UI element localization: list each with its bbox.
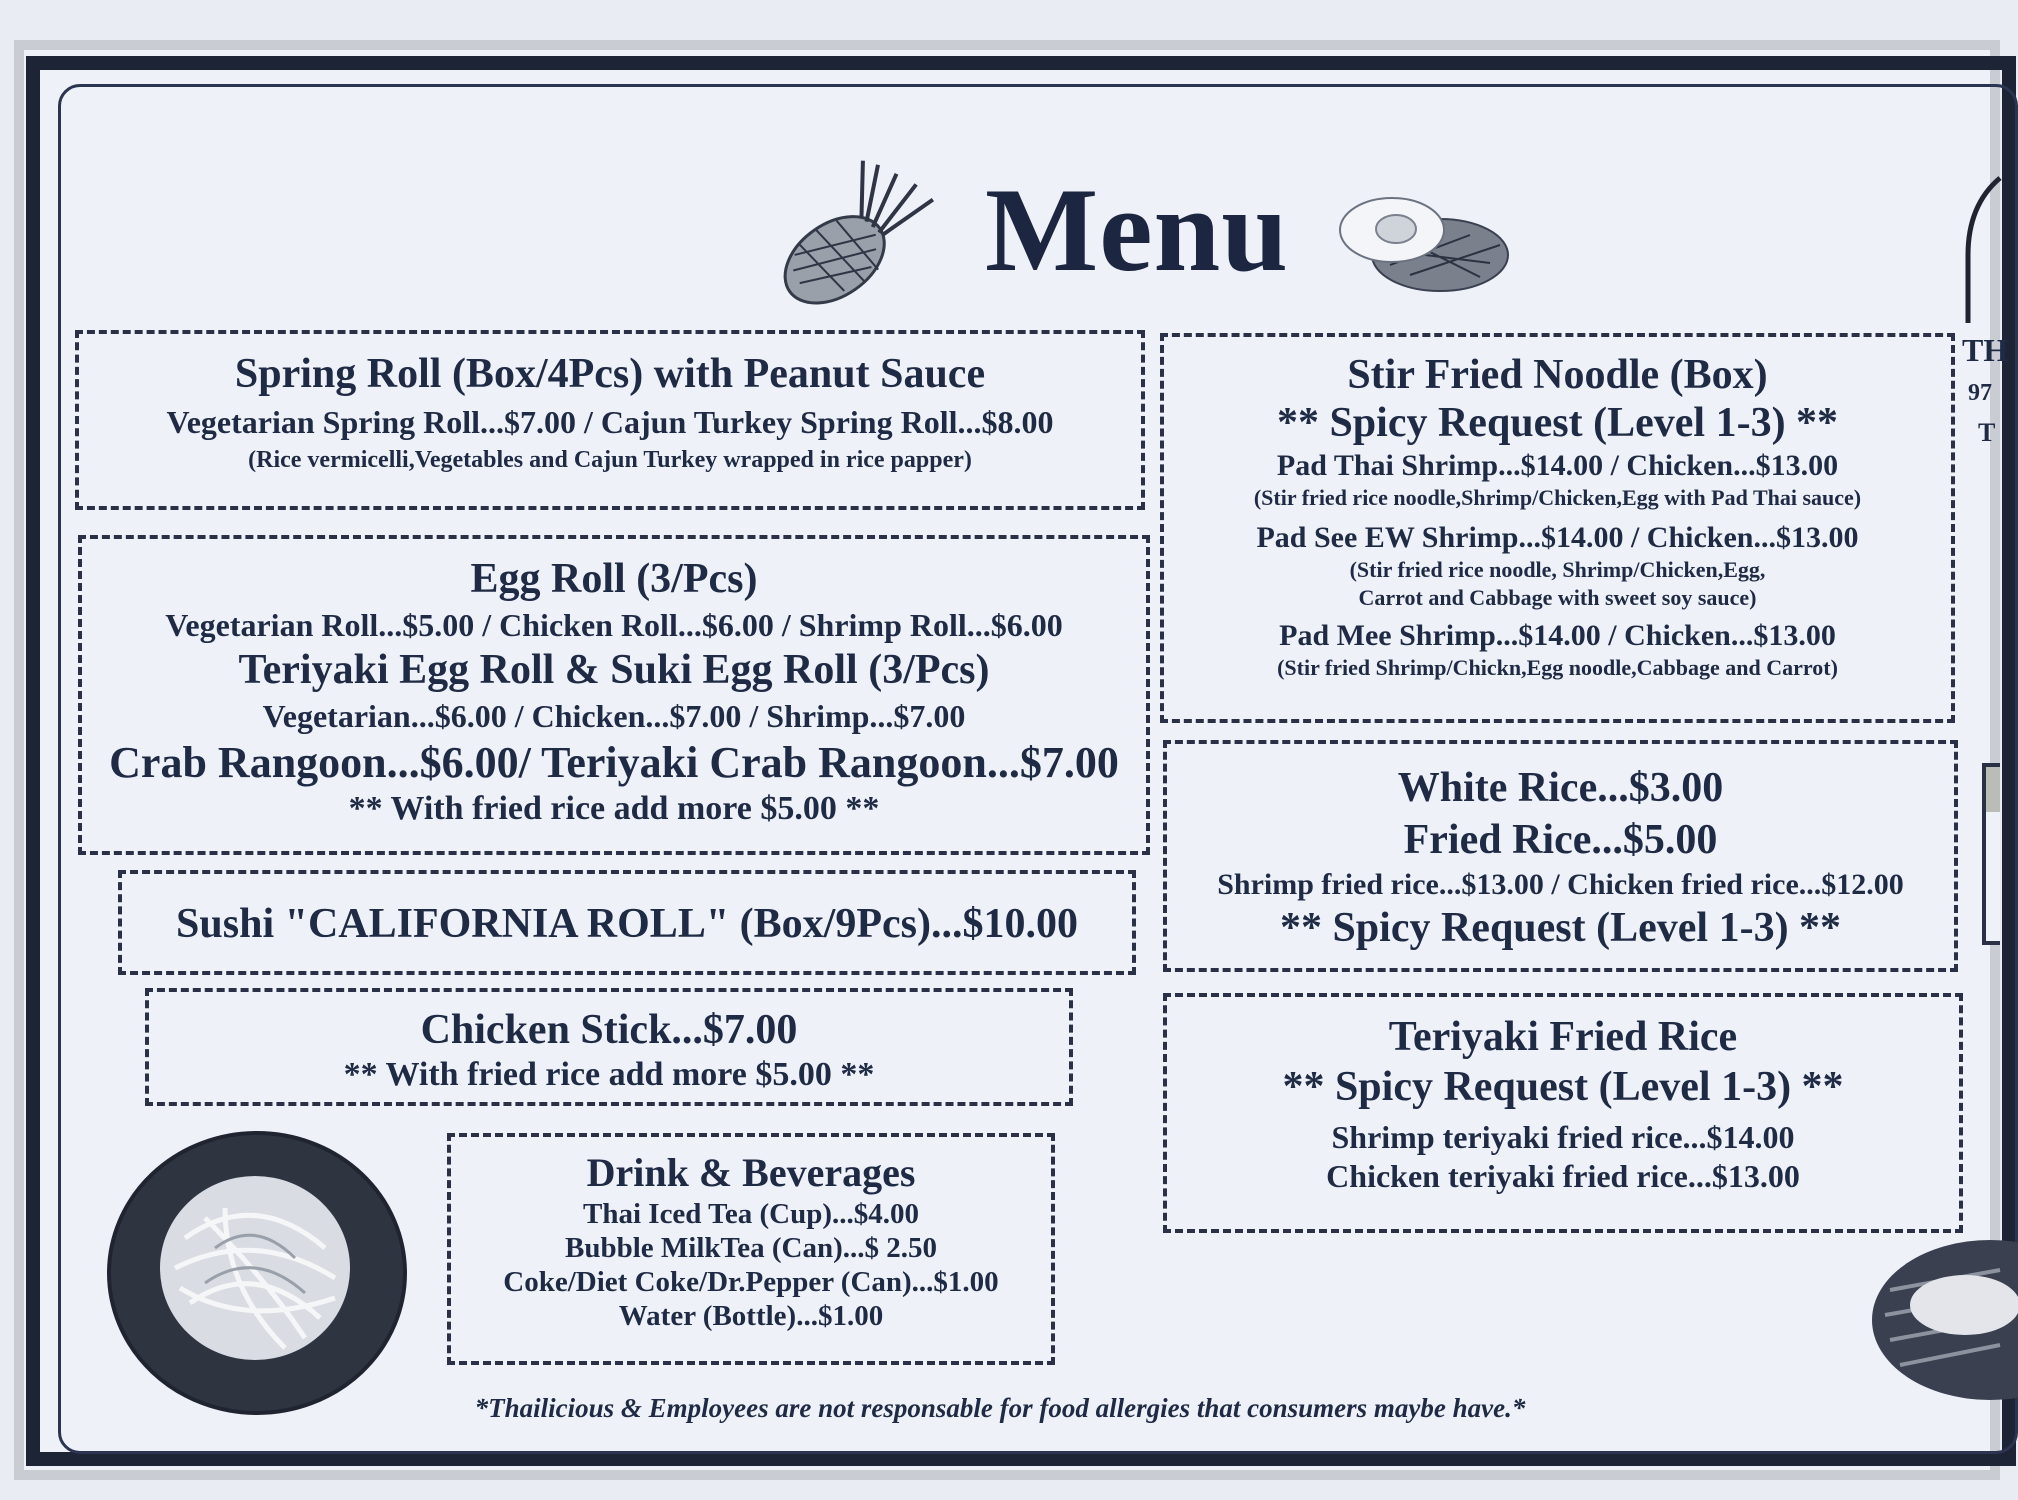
rice-spicy: ** Spicy Request (Level 1-3) ** bbox=[1279, 905, 1842, 951]
shrimp-teriyaki-line: Shrimp teriyaki fried rice...$14.00 bbox=[1331, 1119, 1795, 1155]
right-edge-text: T bbox=[1978, 418, 1996, 447]
drink-item: Coke/Diet Coke/Dr.Pepper (Can)...$1.00 bbox=[503, 1266, 999, 1298]
pad-thai-line: Pad Thai Shrimp...$14.00 / Chicken...$13.00 bbox=[1276, 449, 1839, 482]
sushi-section bbox=[118, 870, 1136, 975]
pad-see-ew-note: (Stir fried rice noodle, Shrimp/Chicken,Egg, bbox=[1349, 557, 1766, 582]
spring-roll-items: Vegetarian Spring Roll...$7.00 / Cajun Turkey Spring Roll...$8.00 bbox=[166, 404, 1054, 440]
chicken-teriyaki-line: Chicken teriyaki fried rice...$13.00 bbox=[1326, 1158, 1800, 1194]
stir-fried-noodle-section bbox=[1160, 333, 1955, 723]
spring-roll-note: (Rice vermicelli,Vegetables and Cajun Turkey wrapped in rice papper) bbox=[248, 447, 972, 473]
pad-see-ew-note: Carrot and Cabbage with sweet soy sauce) bbox=[1358, 585, 1757, 610]
drink-item: Water (Bottle)...$1.00 bbox=[618, 1300, 884, 1332]
spring-roll-heading: Spring Roll (Box/4Pcs) with Peanut Sauce bbox=[234, 351, 986, 397]
egg-roll-section bbox=[78, 535, 1150, 855]
teriyaki-rice-spicy: ** Spicy Request (Level 1-3) ** bbox=[1282, 1064, 1844, 1110]
fried-egg-rice-illustration bbox=[1330, 185, 1515, 300]
right-edge-text: 97 bbox=[1968, 380, 1992, 406]
egg-roll-items: Vegetarian Roll...$5.00 / Chicken Roll...$6.00 / Shrimp Roll...$6.00 bbox=[165, 607, 1063, 643]
chicken-stick-addon: ** With fried rice add more $5.00 ** bbox=[343, 1056, 875, 1093]
teriyaki-fried-rice-section bbox=[1163, 993, 1963, 1233]
rice-section bbox=[1163, 740, 1958, 972]
spring-roll-section bbox=[75, 330, 1145, 510]
pineapple-illustration bbox=[760, 150, 960, 300]
right-edge-text: TH bbox=[1962, 332, 2009, 368]
chicken-stick-section bbox=[145, 988, 1073, 1106]
right-edge-arch bbox=[1965, 175, 2000, 325]
teriyaki-egg-roll-heading: Teriyaki Egg Roll & Suki Egg Roll (3/Pcs) bbox=[238, 647, 990, 693]
grilled-dish-illustration bbox=[1870, 1230, 2000, 1410]
drink-item: Thai Iced Tea (Cup)...$4.00 bbox=[583, 1198, 919, 1230]
noodle-spicy: ** Spicy Request (Level 1-3) ** bbox=[1276, 400, 1839, 446]
allergy-disclaimer: *Thailicious & Employees are not responsable for food allergies that consumers maybe have.* bbox=[474, 1393, 1526, 1423]
sushi-line: Sushi "CALIFORNIA ROLL" (Box/9Pcs)...$10.00 bbox=[176, 901, 1078, 947]
chicken-stick-heading: Chicken Stick...$7.00 bbox=[420, 1007, 798, 1053]
drinks-heading: Drink & Beverages bbox=[586, 1150, 916, 1195]
teriyaki-egg-roll-items: Vegetarian...$6.00 / Chicken...$7.00 / Shrimp...$7.00 bbox=[262, 698, 966, 734]
pad-mee-note: (Stir fried Shrimp/Chickn,Egg noodle,Cabbage and Carrot) bbox=[1277, 655, 1838, 680]
egg-roll-addon: ** With fried rice add more $5.00 ** bbox=[348, 790, 880, 827]
pad-mee-line: Pad Mee Shrimp...$14.00 / Chicken...$13.00 bbox=[1279, 619, 1836, 652]
egg-roll-heading: Egg Roll (3/Pcs) bbox=[470, 556, 758, 602]
drink-item: Bubble MilkTea (Can)...$ 2.50 bbox=[565, 1232, 937, 1264]
fried-rice-line: Fried Rice...$5.00 bbox=[1403, 817, 1718, 863]
crab-rangoon-line: Crab Rangoon...$6.00/ Teriyaki Crab Rangoon...$7.00 bbox=[109, 738, 1119, 787]
drinks-section bbox=[447, 1133, 1055, 1365]
white-rice-line: White Rice...$3.00 bbox=[1397, 765, 1724, 811]
fried-rice-items: Shrimp fried rice...$13.00 / Chicken fried rice...$12.00 bbox=[1217, 868, 1904, 901]
menu-title: Menu bbox=[985, 163, 1289, 296]
noodle-plate-illustration bbox=[105, 1128, 410, 1418]
pad-see-ew-line: Pad See EW Shrimp...$14.00 / Chicken...$13.00 bbox=[1256, 521, 1859, 554]
noodle-heading: Stir Fried Noodle (Box) bbox=[1347, 352, 1768, 398]
pad-thai-note: (Stir fried rice noodle,Shrimp/Chicken,Egg with Pad Thai sauce) bbox=[1253, 485, 1862, 510]
teriyaki-rice-heading: Teriyaki Fried Rice bbox=[1388, 1014, 1738, 1060]
right-edge-box-stripe bbox=[1986, 767, 2000, 812]
